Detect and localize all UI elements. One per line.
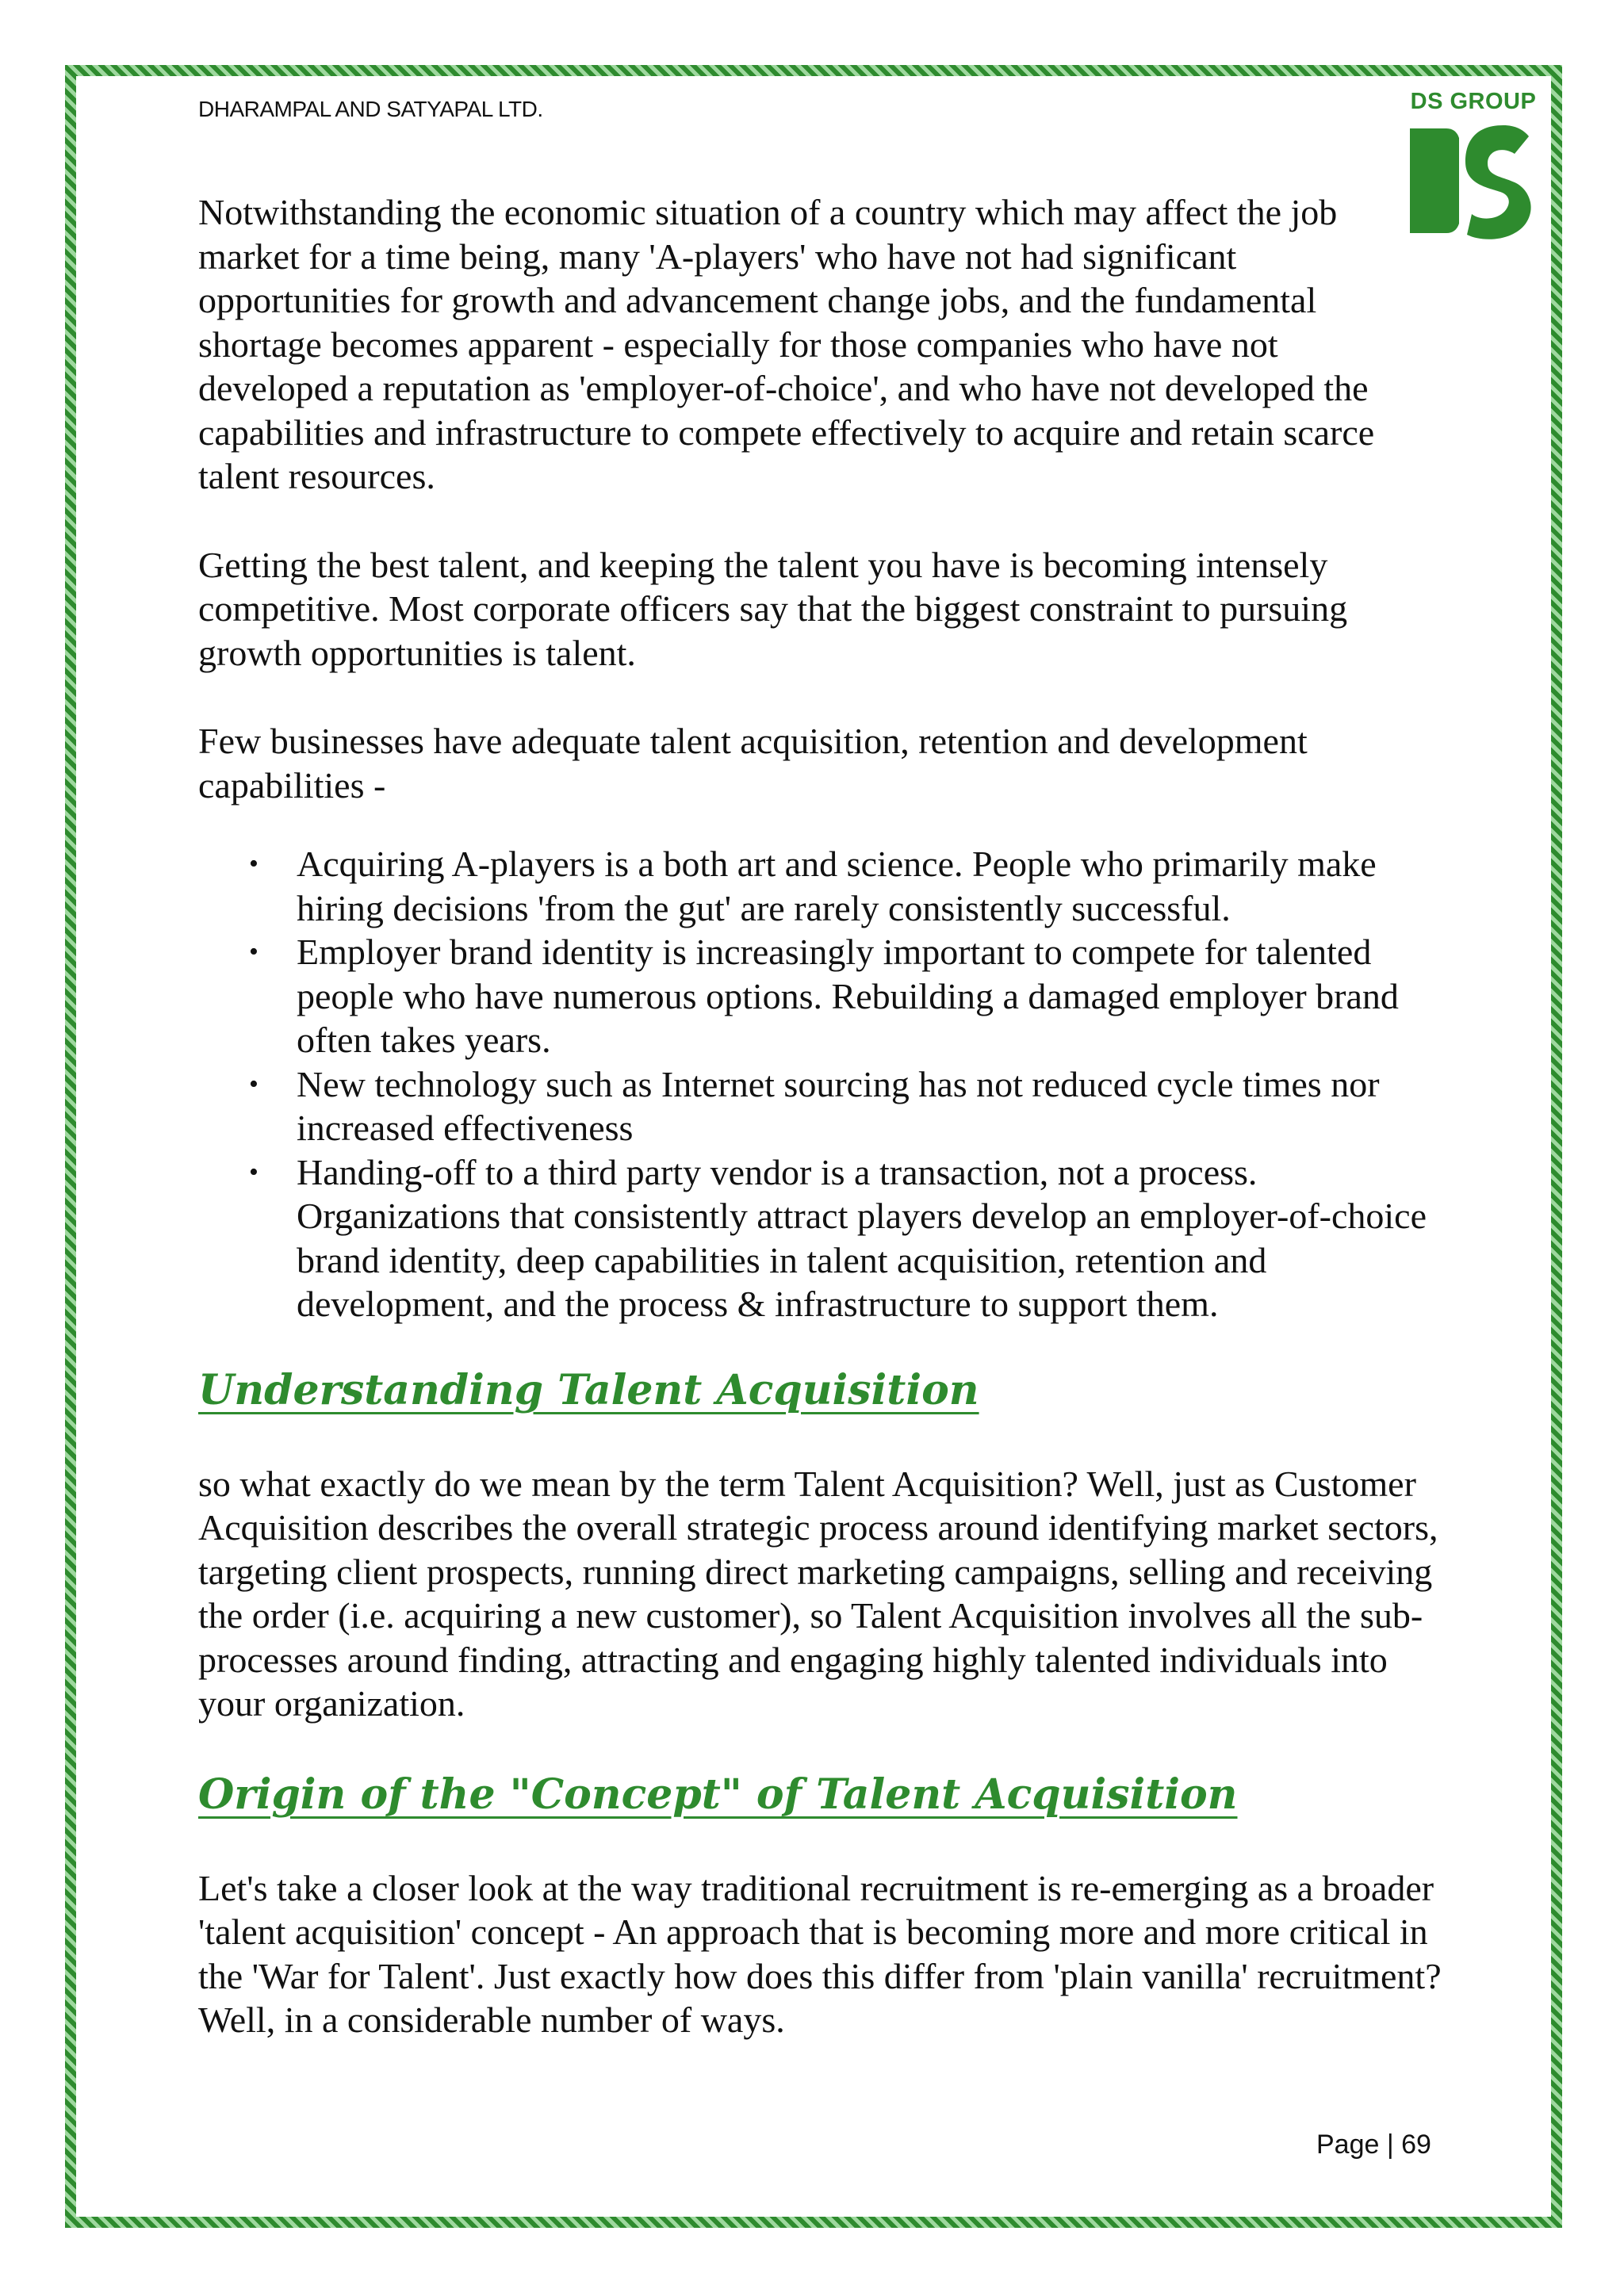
list-item: • Acquiring A-players is a both art and science. People who primarily make hiring decisions 'from the gut' are rarely consistently successful.	[198, 842, 1443, 930]
section-heading-origin: Origin of the "Concept" of Talent Acquisition	[198, 1770, 1238, 1819]
section-body-origin: Let's take a closer look at the way traditional recruitment is re-emerging as a broader 'talent acquisition' concept - An approach that is becoming more and more critical in the 'War for Talent'. Just exactly how does this differ from 'plain vanilla' recruitment? Well, in a considerable number of ways.	[198, 1867, 1442, 2040]
competition-paragraph: Getting the best talent, and keeping the talent you have is becoming intensely competitive. Most corporate officers say that the biggest constraint to pursuing growth opportunities is talent.	[198, 544, 1348, 673]
list-item: • New technology such as Internet sourcing has not reduced cycle times nor increased effectiveness	[198, 1062, 1443, 1150]
page-content	[198, 190, 1443, 2042]
section-body-understanding: so what exactly do we mean by the term Talent Acquisition? Well, just as Customer Acquisition describes the overall strategic process around identifying market sectors, targeting client prospects, running direct marketing campaigns, selling and receiving the order (i.e. acquiring a new customer), so Talent Acquisition involves all the sub-processes around finding, attracting and engaging highly talented individuals into your organization.	[198, 1463, 1438, 1724]
section-heading-understanding: Understanding Talent Acquisition	[198, 1365, 979, 1414]
capabilities-list	[198, 842, 1443, 1326]
list-item: • Employer brand identity is increasingly important to compete for talented people who have numerous options. Rebuilding a damaged employer brand often takes years.	[198, 930, 1443, 1062]
intro-paragraph: Notwithstanding the economic situation of a country which may affect the job market for a time being, many 'A-players' who have not had significant opportunities for growth and advancement change jobs, and the fundamental shortage becomes apparent - especially for those companies who have not developed a reputation as 'employer-of-choice', and who have not developed the capabilities and infrastructure to compete effectively to acquire and retain scarce talent resources.	[198, 192, 1375, 496]
list-item: • Handing-off to a third party vendor is a transaction, not a process. Organizations that consistently attract players develop an employer-of-choice brand identity, deep capabilities in talent acquisition, retention and development, and the process & infrastructure to support them.	[198, 1150, 1443, 1326]
page-number: Page | 69	[1316, 2130, 1431, 2160]
logo-label: DS GROUP	[1410, 89, 1537, 114]
capabilities-paragraph: Few businesses have adequate talent acquisition, retention and development capabilities -	[198, 721, 1308, 806]
company-header: DHARAMPAL AND SATYAPAL LTD.	[198, 97, 543, 121]
